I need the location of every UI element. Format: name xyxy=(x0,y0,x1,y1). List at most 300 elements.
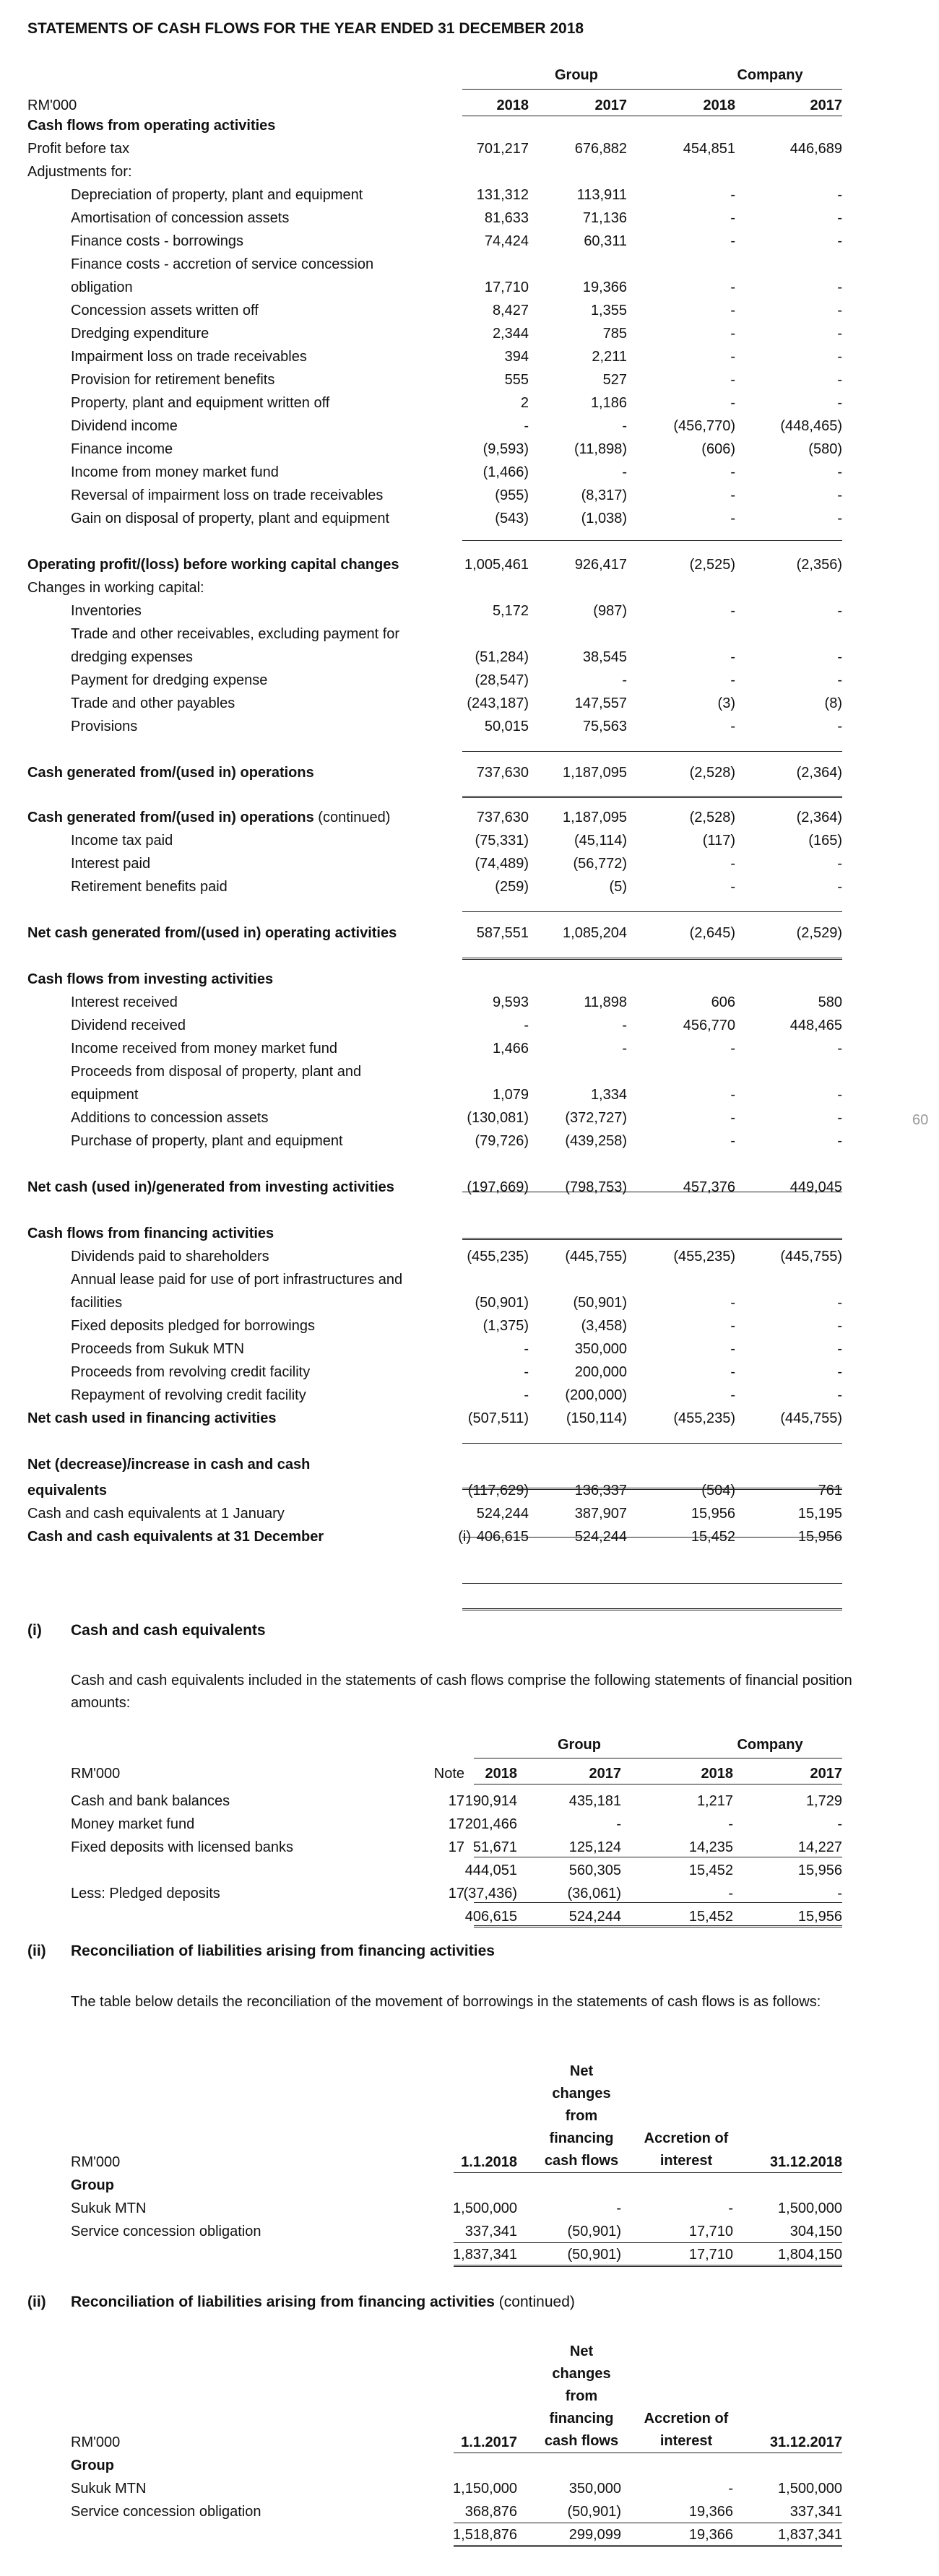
note-i-cell: 435,181 xyxy=(568,1793,621,1809)
cf-row-label: Income received from money market fund xyxy=(71,1041,338,1057)
cf-row-label: Cash flows from investing activities xyxy=(27,971,274,987)
cf-cell: - xyxy=(524,1341,529,1357)
note-i-cell: - xyxy=(837,1886,842,1901)
cf-row-label: Net (decrease)/increase in cash and cash xyxy=(27,1457,311,1473)
cf-cell: - xyxy=(730,879,735,895)
cf-cell: 785 xyxy=(602,326,627,342)
cf-cell: 737,630 xyxy=(476,810,529,825)
cf-row xyxy=(0,1502,939,1525)
cf-cell: - xyxy=(524,418,529,434)
cf-cell: 1,005,461 xyxy=(464,557,529,573)
recon-row xyxy=(0,2220,939,2243)
cf-cell: (1,375) xyxy=(483,1318,529,1334)
cf-row xyxy=(0,1479,939,1502)
cf-row xyxy=(0,1222,939,1245)
cf-row xyxy=(0,114,939,137)
cf-cell: 737,630 xyxy=(476,765,529,781)
cf-cell: - xyxy=(730,349,735,365)
cf-cell: (2,645) xyxy=(689,925,735,941)
cf-row-label: Retirement benefits paid xyxy=(71,879,228,895)
cf-row xyxy=(0,1060,939,1083)
recon-cell: 337,341 xyxy=(789,2504,842,2520)
cf-cell: - xyxy=(730,1341,735,1357)
cf-row-note-ref: (i) xyxy=(458,1529,471,1545)
note-i-cell: 1,729 xyxy=(805,1793,842,1809)
cf-cell: (56,772) xyxy=(573,856,627,872)
cf-row-label: Purchase of property, plant and equipment xyxy=(71,1133,343,1149)
cf-cell: (2,528) xyxy=(689,810,735,825)
subtotal-rule xyxy=(462,1583,842,1584)
cf-row xyxy=(0,921,939,945)
subtotal-double-rule xyxy=(462,958,842,960)
cf-row xyxy=(0,576,939,599)
cf-row-label: equipment xyxy=(71,1087,139,1103)
cf-cell: - xyxy=(730,279,735,295)
subtotal-double-rule xyxy=(462,1488,842,1490)
cf-cell: (200,000) xyxy=(565,1387,627,1403)
note-i-cell: 15,956 xyxy=(797,1862,842,1878)
recon-unit-row xyxy=(0,2431,939,2454)
recon-group-label: Group xyxy=(71,2177,114,2193)
cf-cell: - xyxy=(730,856,735,872)
recon-row-label: Service concession obligation xyxy=(71,2504,261,2520)
cf-row xyxy=(0,1014,939,1037)
cf-cell: 524,244 xyxy=(574,1529,627,1545)
recon-cell: 19,366 xyxy=(688,2504,733,2520)
cf-cell: (75,331) xyxy=(475,833,529,849)
subtotal-double-rule xyxy=(462,1238,842,1240)
cf-row-label: Net cash used in financing activities xyxy=(27,1410,277,1426)
cf-cell: 1,466 xyxy=(492,1041,529,1057)
cf-row xyxy=(0,1453,939,1476)
cf-cell: - xyxy=(837,372,842,388)
cf-row-label: Dredging expenditure xyxy=(71,326,209,342)
note-i-cell: 15,452 xyxy=(688,1909,733,1925)
cf-cell: - xyxy=(622,418,627,434)
cf-row xyxy=(0,623,939,646)
cf-cell: (2,356) xyxy=(796,557,842,573)
cf-cell: 394 xyxy=(504,349,529,365)
cf-cell: (117) xyxy=(702,833,735,849)
cf-cell: - xyxy=(837,395,842,411)
note-i-cell: 524,244 xyxy=(568,1909,621,1925)
recon-row-label: Sukuk MTN xyxy=(71,2481,147,2497)
cf-row xyxy=(0,715,939,738)
cf-row xyxy=(0,415,939,438)
cf-row xyxy=(0,1361,939,1384)
recon-row xyxy=(0,2500,939,2523)
cf-cell: 5,172 xyxy=(492,603,529,619)
cf-cell: - xyxy=(730,372,735,388)
recon-cell: 1,500,000 xyxy=(778,2481,842,2497)
cf-row-label: Impairment loss on trade receivables xyxy=(71,349,307,365)
cf-cell: (45,114) xyxy=(574,833,627,849)
cf-row xyxy=(0,1245,939,1268)
cf-cell: (445,755) xyxy=(565,1249,627,1265)
cf-cell: - xyxy=(837,672,842,688)
cf-cell: 131,312 xyxy=(476,187,529,203)
recon-col-net-header: Net xyxy=(569,2343,594,2359)
cf-row-label: dredging expenses xyxy=(71,649,194,665)
cf-cell: (74,489) xyxy=(475,856,529,872)
cf-row-label: Income from money market fund xyxy=(71,464,279,480)
cf-cell: - xyxy=(622,464,627,480)
recon-col-net-header: cash flows xyxy=(544,2153,619,2169)
cf-row xyxy=(0,391,939,415)
cf-cell: (445,755) xyxy=(780,1410,842,1426)
year-col-4: 2017 xyxy=(810,97,842,113)
cf-row-label: obligation xyxy=(71,279,133,295)
cf-cell: 2,344 xyxy=(492,326,529,342)
note-i-cell: 201,466 xyxy=(464,1816,517,1832)
recon-col-open-header: 1.1.2018 xyxy=(461,2154,517,2170)
cf-cell: (798,753) xyxy=(565,1179,627,1195)
note-i-cell: 51,671 xyxy=(472,1839,517,1855)
cf-row-label: Proceeds from disposal of property, plant and xyxy=(71,1064,362,1080)
cf-cell: (455,235) xyxy=(673,1249,735,1265)
cf-row-label: Cash flows from financing activities xyxy=(27,1226,274,1241)
cf-cell: - xyxy=(837,349,842,365)
note-i-cell: 560,305 xyxy=(568,1862,621,1878)
cf-row-label: Dividends paid to shareholders xyxy=(71,1249,269,1265)
note-i-total-rule xyxy=(474,1925,842,1927)
cf-cell: (955) xyxy=(495,487,529,503)
cf-row-label: Profit before tax xyxy=(27,141,130,157)
recon-col-close-header: 31.12.2017 xyxy=(769,2434,842,2450)
recon-col-net-header: cash flows xyxy=(544,2433,619,2449)
note-i-cell: - xyxy=(837,1816,842,1832)
recon-cell: 17,710 xyxy=(688,2247,733,2263)
year-col-1: 2018 xyxy=(496,97,529,113)
cf-row-label: Proceeds from revolving credit facility xyxy=(71,1364,311,1380)
recon-group-label: Group xyxy=(71,2458,114,2473)
cf-cell: - xyxy=(837,879,842,895)
note-i-cell: (37,436) xyxy=(463,1886,517,1901)
subtotal-double-rule xyxy=(462,796,842,798)
cf-cell: 147,557 xyxy=(574,695,627,711)
cf-row xyxy=(0,875,939,898)
recon-col-net-header: financing xyxy=(549,2411,614,2427)
cf-cell: (2,364) xyxy=(796,810,842,825)
cf-cell: 17,710 xyxy=(484,279,529,295)
cf-cell: (2,528) xyxy=(689,765,735,781)
cf-cell: 71,136 xyxy=(582,210,627,226)
cf-cell: (606) xyxy=(701,441,735,457)
note-ii-heading: Reconciliation of liabilities arising from financing activities xyxy=(71,1943,495,1959)
note-i-year-4: 2017 xyxy=(810,1766,842,1782)
recon-col-accretion-header: interest xyxy=(659,2433,713,2449)
year-col-3: 2018 xyxy=(703,97,735,113)
recon-row xyxy=(0,2523,939,2546)
cf-cell: (2,525) xyxy=(689,557,735,573)
cf-cell: 387,907 xyxy=(574,1506,627,1522)
cf-cell: 15,452 xyxy=(691,1529,735,1545)
cf-cell: (448,465) xyxy=(780,418,842,434)
cf-row-label: equivalents xyxy=(27,1483,108,1499)
cf-cell: 446,689 xyxy=(789,141,842,157)
cf-row-label: Trade and other receivables, excluding payment for xyxy=(71,626,400,642)
cf-cell: (8) xyxy=(824,695,842,711)
cf-cell: (455,235) xyxy=(467,1249,529,1265)
cf-cell: - xyxy=(837,210,842,226)
cf-row-label: Cash generated from/(used in) operations xyxy=(27,765,314,781)
cf-row xyxy=(0,806,939,829)
cf-cell: 8,427 xyxy=(492,303,529,318)
note-i-year-3: 2018 xyxy=(701,1766,733,1782)
cf-row-label: Cash and cash equivalents at 1 January xyxy=(27,1506,285,1522)
cf-cell: (543) xyxy=(495,511,529,526)
cf-cell: (580) xyxy=(808,441,842,457)
cf-cell: 456,770 xyxy=(683,1018,735,1033)
subtotal-double-rule xyxy=(462,1608,842,1610)
cf-cell: 1,334 xyxy=(590,1087,627,1103)
cf-row-label: Concession assets written off xyxy=(71,303,259,318)
cf-cell: - xyxy=(730,511,735,526)
cf-cell: - xyxy=(730,303,735,318)
recon-col-net-header: from xyxy=(565,2108,598,2124)
note-i-row xyxy=(0,1790,939,1813)
cf-cell: - xyxy=(730,1364,735,1380)
cf-row-label: Net cash (used in)/generated from investing activities xyxy=(27,1179,394,1195)
cf-row xyxy=(0,1384,939,1407)
recon-cell: 1,837,341 xyxy=(453,2247,517,2263)
cf-row xyxy=(0,968,939,991)
cf-row xyxy=(0,1083,939,1106)
cf-cell: - xyxy=(837,856,842,872)
cf-row-label: Operating profit/(loss) before working capital changes xyxy=(27,557,399,573)
cf-row xyxy=(0,276,939,299)
note-i-row xyxy=(0,1813,939,1836)
cf-cell: (197,669) xyxy=(467,1179,529,1195)
cf-cell: (8,317) xyxy=(581,487,627,503)
cf-row-label: Finance income xyxy=(71,441,173,457)
cf-row-label: Income tax paid xyxy=(71,833,173,849)
recon-row-label: Service concession obligation xyxy=(71,2224,261,2239)
cf-cell: - xyxy=(837,1364,842,1380)
cf-cell: - xyxy=(730,603,735,619)
cf-cell: 527 xyxy=(602,372,627,388)
cf-cell: (439,258) xyxy=(565,1133,627,1149)
cf-cell: (259) xyxy=(495,879,529,895)
recon-unit: RM'000 xyxy=(71,2154,121,2170)
cf-cell: - xyxy=(730,1318,735,1334)
recon-col-accretion-header: Accretion of xyxy=(644,2130,729,2146)
cf-cell: - xyxy=(730,464,735,480)
cf-cell: 676,882 xyxy=(574,141,627,157)
cf-cell: - xyxy=(730,1387,735,1403)
note-i-row-label: Cash and bank balances xyxy=(71,1793,230,1809)
cf-row-label: Dividend income xyxy=(71,418,178,434)
note-i-unit: RM'000 xyxy=(71,1766,121,1782)
cf-cell: (2,364) xyxy=(796,765,842,781)
cf-row-label: Reversal of impairment loss on trade receivables xyxy=(71,487,384,503)
recon-unit: RM'000 xyxy=(71,2434,121,2450)
cf-cell: 19,366 xyxy=(582,279,627,295)
cf-cell: - xyxy=(730,672,735,688)
cf-cell: - xyxy=(524,1364,529,1380)
note-i-cell: 14,235 xyxy=(688,1839,733,1855)
cf-row xyxy=(0,207,939,230)
cf-cell: 457,376 xyxy=(683,1179,735,1195)
cf-row xyxy=(0,1407,939,1430)
recon-cell: 1,804,150 xyxy=(778,2247,842,2263)
recon-group-row xyxy=(0,2454,939,2477)
cf-cell: (130,081) xyxy=(467,1110,529,1126)
cf-cell: (50,901) xyxy=(475,1295,529,1311)
cf-cell: - xyxy=(837,279,842,295)
subtotal-rule xyxy=(462,751,842,752)
cf-row xyxy=(0,829,939,852)
cf-cell: 2 xyxy=(520,395,529,411)
cf-cell: 449,045 xyxy=(789,1179,842,1195)
cf-cell: - xyxy=(730,395,735,411)
cf-cell: - xyxy=(837,1087,842,1103)
cf-cell: 606 xyxy=(711,994,735,1010)
cf-cell: 136,337 xyxy=(574,1483,627,1499)
cf-cell: - xyxy=(622,1018,627,1033)
note-i-row xyxy=(0,1836,939,1859)
cf-cell: 1,187,095 xyxy=(563,765,627,781)
cf-cell: - xyxy=(524,1018,529,1033)
cf-row-label: Provisions xyxy=(71,719,138,734)
recon-col-open-header: 1.1.2017 xyxy=(461,2434,517,2450)
cf-row xyxy=(0,1176,939,1199)
cf-cell: (50,901) xyxy=(573,1295,627,1311)
recon-row xyxy=(0,2477,939,2500)
recon-col-net-header: financing xyxy=(549,2130,614,2146)
cf-row xyxy=(0,345,939,368)
recon-cell: (50,901) xyxy=(567,2504,621,2520)
cf-cell: - xyxy=(730,233,735,249)
cf-row xyxy=(0,322,939,345)
note-i-year-1: 2018 xyxy=(485,1766,517,1782)
cf-cell: 38,545 xyxy=(582,649,627,665)
recon-cell: 1,500,000 xyxy=(453,2200,517,2216)
recon-cell: - xyxy=(616,2200,621,2216)
cf-cell: - xyxy=(837,511,842,526)
cf-cell: (5) xyxy=(609,879,627,895)
cf-row-label: Fixed deposits pledged for borrowings xyxy=(71,1318,315,1334)
cf-cell: 74,424 xyxy=(484,233,529,249)
cf-row xyxy=(0,852,939,875)
recon-cell: 19,366 xyxy=(688,2527,733,2543)
cf-cell: (3,458) xyxy=(581,1318,627,1334)
cf-cell: - xyxy=(837,649,842,665)
cf-cell: (51,284) xyxy=(475,649,529,665)
note-i-number: (i) xyxy=(27,1622,42,1639)
cf-row-label-suffix: (continued) xyxy=(313,810,391,825)
cf-cell: (28,547) xyxy=(475,672,529,688)
cf-row xyxy=(0,1037,939,1060)
cf-row xyxy=(0,553,939,576)
cf-cell: (79,726) xyxy=(475,1133,529,1149)
cf-cell: - xyxy=(837,1341,842,1357)
cf-cell: 1,079 xyxy=(492,1087,529,1103)
note-i-cell: 444,051 xyxy=(464,1862,517,1878)
cf-row xyxy=(0,230,939,253)
cf-cell: - xyxy=(837,1110,842,1126)
recon-col-net-header: changes xyxy=(552,2086,611,2102)
recon-cell: 337,341 xyxy=(464,2224,517,2239)
note-i-cell: - xyxy=(728,1816,733,1832)
cf-cell: - xyxy=(837,719,842,734)
cf-row xyxy=(0,507,939,530)
cf-row-label: Provision for retirement benefits xyxy=(71,372,275,388)
cf-cell: - xyxy=(837,1295,842,1311)
recon-cell: (50,901) xyxy=(567,2247,621,2263)
cf-cell: 448,465 xyxy=(789,1018,842,1033)
cf-row xyxy=(0,991,939,1014)
cf-row-label: Property, plant and equipment written off xyxy=(71,395,330,411)
cf-row xyxy=(0,484,939,507)
cf-row xyxy=(0,160,939,183)
company-header: Company xyxy=(737,67,803,83)
cf-cell: 11,898 xyxy=(584,994,627,1010)
cf-cell: - xyxy=(837,233,842,249)
cf-row xyxy=(0,461,939,484)
cf-cell: - xyxy=(730,649,735,665)
cf-row-label: Adjustments for: xyxy=(27,164,132,180)
note-i-heading: Cash and cash equivalents xyxy=(71,1622,266,1639)
cf-row-label: Proceeds from Sukuk MTN xyxy=(71,1341,245,1357)
cf-cell: (456,770) xyxy=(673,418,735,434)
cf-cell: - xyxy=(730,719,735,734)
note-i-row-note: 17 xyxy=(448,1793,464,1809)
recon-header-rule xyxy=(454,2172,842,2173)
cf-cell: - xyxy=(837,1387,842,1403)
cf-cell: 81,633 xyxy=(484,210,529,226)
note-ii-cont-number: (ii) xyxy=(27,2294,46,2310)
cf-row-label: Additions to concession assets xyxy=(71,1110,269,1126)
cf-row-label: Gain on disposal of property, plant and equipment xyxy=(71,511,390,526)
cf-cell: - xyxy=(730,487,735,503)
cf-row-label: Dividend received xyxy=(71,1018,186,1033)
cf-cell: 200,000 xyxy=(574,1364,627,1380)
cf-cell: 60,311 xyxy=(584,233,627,249)
recon-cell: 368,876 xyxy=(464,2504,517,2520)
cf-cell: (117,629) xyxy=(467,1483,529,1499)
subtotal-rule xyxy=(462,911,842,912)
cf-row-label: facilities xyxy=(71,1295,123,1311)
recon-cell: (50,901) xyxy=(567,2224,621,2239)
recon-cell: 299,099 xyxy=(568,2527,621,2543)
cf-cell: - xyxy=(837,487,842,503)
cf-row-label: Inventories xyxy=(71,603,142,619)
cf-row-label: Cash and cash equivalents at 31 December xyxy=(27,1529,324,1545)
cf-cell: - xyxy=(730,1041,735,1057)
cf-cell: - xyxy=(730,187,735,203)
cf-cell: (445,755) xyxy=(780,1249,842,1265)
cf-cell: 350,000 xyxy=(574,1341,627,1357)
note-column-header: Note xyxy=(433,1766,464,1782)
cf-row xyxy=(0,438,939,461)
cf-cell: (3) xyxy=(717,695,735,711)
cf-cell: - xyxy=(622,672,627,688)
recon-col-close-header: 31.12.2018 xyxy=(769,2154,842,2170)
cf-cell: - xyxy=(730,1133,735,1149)
cf-cell: 761 xyxy=(818,1483,842,1499)
cf-cell: 15,956 xyxy=(797,1529,842,1545)
recon-row xyxy=(0,2197,939,2220)
cf-row xyxy=(0,1268,939,1291)
note-i-row-label: Less: Pledged deposits xyxy=(71,1886,220,1901)
note-i-cell: 406,615 xyxy=(464,1909,517,1925)
cf-row xyxy=(0,1337,939,1361)
cf-cell: 15,195 xyxy=(797,1506,842,1522)
cf-row xyxy=(0,137,939,160)
cf-cell: - xyxy=(837,603,842,619)
cf-row xyxy=(0,368,939,391)
